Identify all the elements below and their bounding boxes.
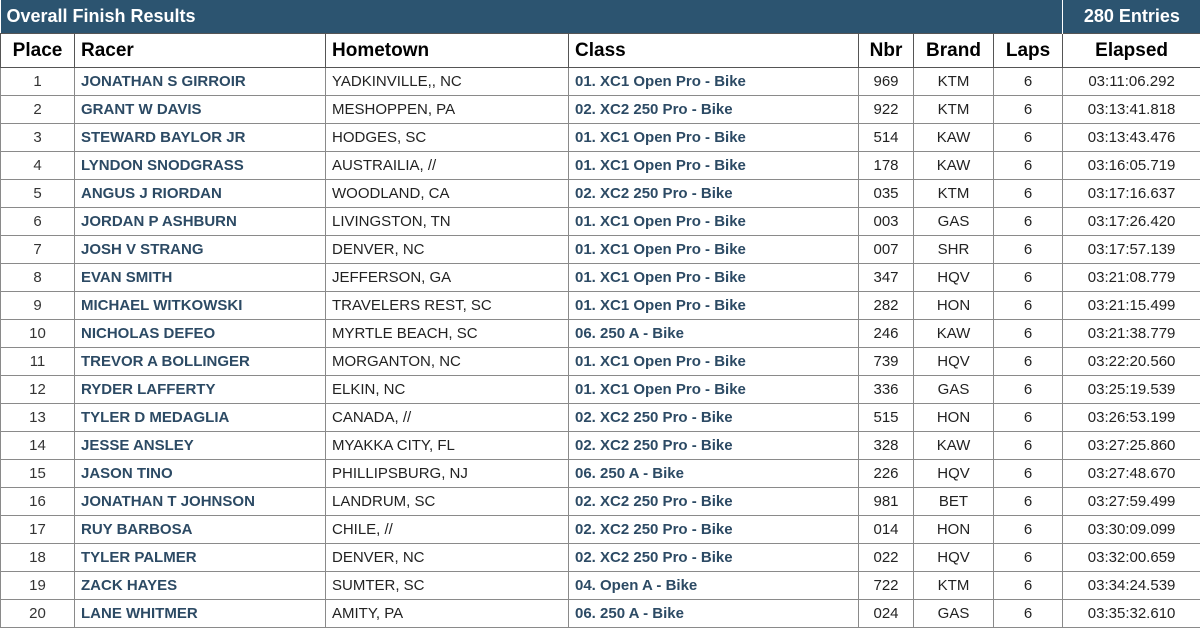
cell-hometown: MYAKKA CITY, FL xyxy=(326,432,569,460)
cell-brand: HQV xyxy=(914,264,994,292)
cell-place: 3 xyxy=(1,124,75,152)
cell-brand: HQV xyxy=(914,348,994,376)
cell-laps: 6 xyxy=(994,544,1063,572)
cell-brand: KTM xyxy=(914,180,994,208)
cell-class[interactable]: 04. Open A - Bike xyxy=(569,572,859,600)
cell-hometown: ELKIN, NC xyxy=(326,376,569,404)
cell-racer[interactable]: GRANT W DAVIS xyxy=(75,96,326,124)
cell-place: 10 xyxy=(1,320,75,348)
table-row xyxy=(1,320,1200,348)
table-row xyxy=(1,572,1200,600)
table-row xyxy=(1,292,1200,320)
column-header-class[interactable]: Class xyxy=(569,34,859,68)
table-row xyxy=(1,152,1200,180)
cell-elapsed: 03:17:26.420 xyxy=(1063,208,1200,236)
cell-laps: 6 xyxy=(994,460,1063,488)
table-row xyxy=(1,96,1200,124)
table-row xyxy=(1,488,1200,516)
column-header-nbr[interactable]: Nbr xyxy=(859,34,914,68)
cell-class[interactable]: 01. XC1 Open Pro - Bike xyxy=(569,208,859,236)
cell-elapsed: 03:21:38.779 xyxy=(1063,320,1200,348)
column-header-racer[interactable]: Racer xyxy=(75,34,326,68)
table-row xyxy=(1,180,1200,208)
cell-laps: 6 xyxy=(994,600,1063,628)
cell-racer[interactable]: EVAN SMITH xyxy=(75,264,326,292)
cell-class[interactable]: 02. XC2 250 Pro - Bike xyxy=(569,180,859,208)
cell-racer[interactable]: JESSE ANSLEY xyxy=(75,432,326,460)
cell-class[interactable]: 01. XC1 Open Pro - Bike xyxy=(569,124,859,152)
cell-place: 4 xyxy=(1,152,75,180)
cell-brand: GAS xyxy=(914,600,994,628)
table-row xyxy=(1,544,1200,572)
cell-nbr: 246 xyxy=(859,320,914,348)
cell-racer[interactable]: JOSH V STRANG xyxy=(75,236,326,264)
cell-racer[interactable]: JASON TINO xyxy=(75,460,326,488)
cell-elapsed: 03:35:32.610 xyxy=(1063,600,1200,628)
cell-class[interactable]: 01. XC1 Open Pro - Bike xyxy=(569,152,859,180)
cell-brand: KTM xyxy=(914,68,994,96)
cell-hometown: JEFFERSON, GA xyxy=(326,264,569,292)
cell-class[interactable]: 01. XC1 Open Pro - Bike xyxy=(569,292,859,320)
cell-brand: KTM xyxy=(914,96,994,124)
cell-elapsed: 03:17:57.139 xyxy=(1063,236,1200,264)
cell-nbr: 035 xyxy=(859,180,914,208)
cell-hometown: YADKINVILLE,, NC xyxy=(326,68,569,96)
cell-nbr: 515 xyxy=(859,404,914,432)
cell-elapsed: 03:17:16.637 xyxy=(1063,180,1200,208)
cell-class[interactable]: 01. XC1 Open Pro - Bike xyxy=(569,264,859,292)
cell-nbr: 226 xyxy=(859,460,914,488)
cell-hometown: CHILE, // xyxy=(326,516,569,544)
cell-laps: 6 xyxy=(994,264,1063,292)
cell-place: 14 xyxy=(1,432,75,460)
cell-elapsed: 03:25:19.539 xyxy=(1063,376,1200,404)
table-row xyxy=(1,208,1200,236)
cell-laps: 6 xyxy=(994,68,1063,96)
table-row xyxy=(1,404,1200,432)
cell-racer[interactable]: NICHOLAS DEFEO xyxy=(75,320,326,348)
cell-laps: 6 xyxy=(994,572,1063,600)
cell-racer[interactable]: STEWARD BAYLOR JR xyxy=(75,124,326,152)
cell-place: 7 xyxy=(1,236,75,264)
cell-laps: 6 xyxy=(994,404,1063,432)
cell-laps: 6 xyxy=(994,488,1063,516)
cell-class[interactable]: 02. XC2 250 Pro - Bike xyxy=(569,544,859,572)
cell-racer[interactable]: TREVOR A BOLLINGER xyxy=(75,348,326,376)
cell-place: 2 xyxy=(1,96,75,124)
cell-racer[interactable]: JORDAN P ASHBURN xyxy=(75,208,326,236)
table-row xyxy=(1,376,1200,404)
cell-hometown: TRAVELERS REST, SC xyxy=(326,292,569,320)
cell-elapsed: 03:26:53.199 xyxy=(1063,404,1200,432)
cell-laps: 6 xyxy=(994,432,1063,460)
table-row xyxy=(1,236,1200,264)
cell-nbr: 022 xyxy=(859,544,914,572)
table-row xyxy=(1,348,1200,376)
cell-laps: 6 xyxy=(994,208,1063,236)
cell-place: 5 xyxy=(1,180,75,208)
cell-nbr: 336 xyxy=(859,376,914,404)
cell-brand: KAW xyxy=(914,432,994,460)
column-header-elapsed[interactable]: Elapsed xyxy=(1063,34,1200,68)
cell-racer[interactable]: LANE WHITMER xyxy=(75,600,326,628)
cell-laps: 6 xyxy=(994,180,1063,208)
cell-brand: BET xyxy=(914,488,994,516)
cell-racer[interactable]: TYLER D MEDAGLIA xyxy=(75,404,326,432)
cell-brand: KTM xyxy=(914,572,994,600)
cell-brand: HQV xyxy=(914,544,994,572)
cell-nbr: 722 xyxy=(859,572,914,600)
cell-racer[interactable]: TYLER PALMER xyxy=(75,544,326,572)
cell-laps: 6 xyxy=(994,348,1063,376)
cell-place: 16 xyxy=(1,488,75,516)
cell-racer[interactable]: JONATHAN T JOHNSON xyxy=(75,488,326,516)
cell-elapsed: 03:21:08.779 xyxy=(1063,264,1200,292)
entries-count: 280 Entries xyxy=(1063,0,1200,34)
table-row xyxy=(1,432,1200,460)
cell-hometown: MESHOPPEN, PA xyxy=(326,96,569,124)
cell-place: 15 xyxy=(1,460,75,488)
cell-racer[interactable]: RUY BARBOSA xyxy=(75,516,326,544)
cell-laps: 6 xyxy=(994,152,1063,180)
cell-brand: GAS xyxy=(914,376,994,404)
column-header-row xyxy=(1,34,1200,68)
cell-class[interactable]: 06. 250 A - Bike xyxy=(569,600,859,628)
page-title: Overall Finish Results xyxy=(1,0,1063,34)
cell-hometown: MYRTLE BEACH, SC xyxy=(326,320,569,348)
cell-brand: HON xyxy=(914,292,994,320)
cell-nbr: 024 xyxy=(859,600,914,628)
cell-place: 9 xyxy=(1,292,75,320)
cell-nbr: 514 xyxy=(859,124,914,152)
cell-elapsed: 03:30:09.099 xyxy=(1063,516,1200,544)
cell-brand: HQV xyxy=(914,460,994,488)
title-row xyxy=(1,0,1200,34)
column-header-brand[interactable]: Brand xyxy=(914,34,994,68)
table-row xyxy=(1,600,1200,628)
cell-hometown: WOODLAND, CA xyxy=(326,180,569,208)
cell-place: 17 xyxy=(1,516,75,544)
cell-brand: HON xyxy=(914,404,994,432)
cell-class[interactable]: 06. 250 A - Bike xyxy=(569,320,859,348)
cell-elapsed: 03:13:43.476 xyxy=(1063,124,1200,152)
cell-hometown: MORGANTON, NC xyxy=(326,348,569,376)
cell-elapsed: 03:21:15.499 xyxy=(1063,292,1200,320)
cell-nbr: 922 xyxy=(859,96,914,124)
cell-hometown: AUSTRAILIA, // xyxy=(326,152,569,180)
cell-elapsed: 03:32:00.659 xyxy=(1063,544,1200,572)
cell-racer[interactable]: MICHAEL WITKOWSKI xyxy=(75,292,326,320)
cell-nbr: 328 xyxy=(859,432,914,460)
cell-laps: 6 xyxy=(994,516,1063,544)
cell-place: 8 xyxy=(1,264,75,292)
cell-class[interactable]: 01. XC1 Open Pro - Bike xyxy=(569,376,859,404)
cell-racer[interactable]: ANGUS J RIORDAN xyxy=(75,180,326,208)
cell-class[interactable]: 02. XC2 250 Pro - Bike xyxy=(569,404,859,432)
cell-place: 19 xyxy=(1,572,75,600)
cell-place: 6 xyxy=(1,208,75,236)
cell-brand: KAW xyxy=(914,152,994,180)
column-header-laps[interactable]: Laps xyxy=(994,34,1063,68)
cell-class[interactable]: 02. XC2 250 Pro - Bike xyxy=(569,96,859,124)
cell-nbr: 739 xyxy=(859,348,914,376)
cell-elapsed: 03:27:48.670 xyxy=(1063,460,1200,488)
cell-place: 20 xyxy=(1,600,75,628)
cell-racer[interactable]: LYNDON SNODGRASS xyxy=(75,152,326,180)
column-header-hometown[interactable]: Hometown xyxy=(326,34,569,68)
cell-brand: KAW xyxy=(914,320,994,348)
cell-class[interactable]: 01. XC1 Open Pro - Bike xyxy=(569,68,859,96)
cell-class[interactable]: 06. 250 A - Bike xyxy=(569,460,859,488)
cell-laps: 6 xyxy=(994,96,1063,124)
table-row xyxy=(1,460,1200,488)
cell-hometown: PHILLIPSBURG, NJ xyxy=(326,460,569,488)
cell-hometown: AMITY, PA xyxy=(326,600,569,628)
cell-nbr: 282 xyxy=(859,292,914,320)
cell-nbr: 981 xyxy=(859,488,914,516)
cell-class[interactable]: 02. XC2 250 Pro - Bike xyxy=(569,516,859,544)
cell-nbr: 014 xyxy=(859,516,914,544)
cell-place: 12 xyxy=(1,376,75,404)
cell-nbr: 003 xyxy=(859,208,914,236)
column-header-place[interactable]: Place xyxy=(1,34,75,68)
cell-place: 1 xyxy=(1,68,75,96)
cell-hometown: SUMTER, SC xyxy=(326,572,569,600)
cell-hometown: LIVINGSTON, TN xyxy=(326,208,569,236)
cell-brand: GAS xyxy=(914,208,994,236)
cell-place: 13 xyxy=(1,404,75,432)
cell-elapsed: 03:16:05.719 xyxy=(1063,152,1200,180)
cell-class[interactable]: 02. XC2 250 Pro - Bike xyxy=(569,432,859,460)
cell-nbr: 178 xyxy=(859,152,914,180)
cell-nbr: 007 xyxy=(859,236,914,264)
cell-elapsed: 03:11:06.292 xyxy=(1063,68,1200,96)
cell-class[interactable]: 01. XC1 Open Pro - Bike xyxy=(569,348,859,376)
cell-laps: 6 xyxy=(994,236,1063,264)
cell-hometown: DENVER, NC xyxy=(326,544,569,572)
cell-racer[interactable]: JONATHAN S GIRROIR xyxy=(75,68,326,96)
cell-elapsed: 03:27:25.860 xyxy=(1063,432,1200,460)
cell-brand: SHR xyxy=(914,236,994,264)
cell-laps: 6 xyxy=(994,292,1063,320)
table-row xyxy=(1,68,1200,96)
cell-hometown: DENVER, NC xyxy=(326,236,569,264)
cell-place: 18 xyxy=(1,544,75,572)
cell-nbr: 969 xyxy=(859,68,914,96)
cell-racer[interactable]: RYDER LAFFERTY xyxy=(75,376,326,404)
cell-elapsed: 03:34:24.539 xyxy=(1063,572,1200,600)
cell-elapsed: 03:22:20.560 xyxy=(1063,348,1200,376)
table-row xyxy=(1,124,1200,152)
cell-hometown: LANDRUM, SC xyxy=(326,488,569,516)
table-row xyxy=(1,516,1200,544)
cell-laps: 6 xyxy=(994,376,1063,404)
cell-laps: 6 xyxy=(994,320,1063,348)
cell-laps: 6 xyxy=(994,124,1063,152)
cell-class[interactable]: 01. XC1 Open Pro - Bike xyxy=(569,236,859,264)
cell-elapsed: 03:27:59.499 xyxy=(1063,488,1200,516)
cell-elapsed: 03:13:41.818 xyxy=(1063,96,1200,124)
results-body xyxy=(1,68,1200,628)
cell-brand: KAW xyxy=(914,124,994,152)
table-row xyxy=(1,264,1200,292)
cell-hometown: CANADA, // xyxy=(326,404,569,432)
cell-racer[interactable]: ZACK HAYES xyxy=(75,572,326,600)
cell-class[interactable]: 02. XC2 250 Pro - Bike xyxy=(569,488,859,516)
cell-place: 11 xyxy=(1,348,75,376)
cell-hometown: HODGES, SC xyxy=(326,124,569,152)
cell-brand: HON xyxy=(914,516,994,544)
cell-nbr: 347 xyxy=(859,264,914,292)
